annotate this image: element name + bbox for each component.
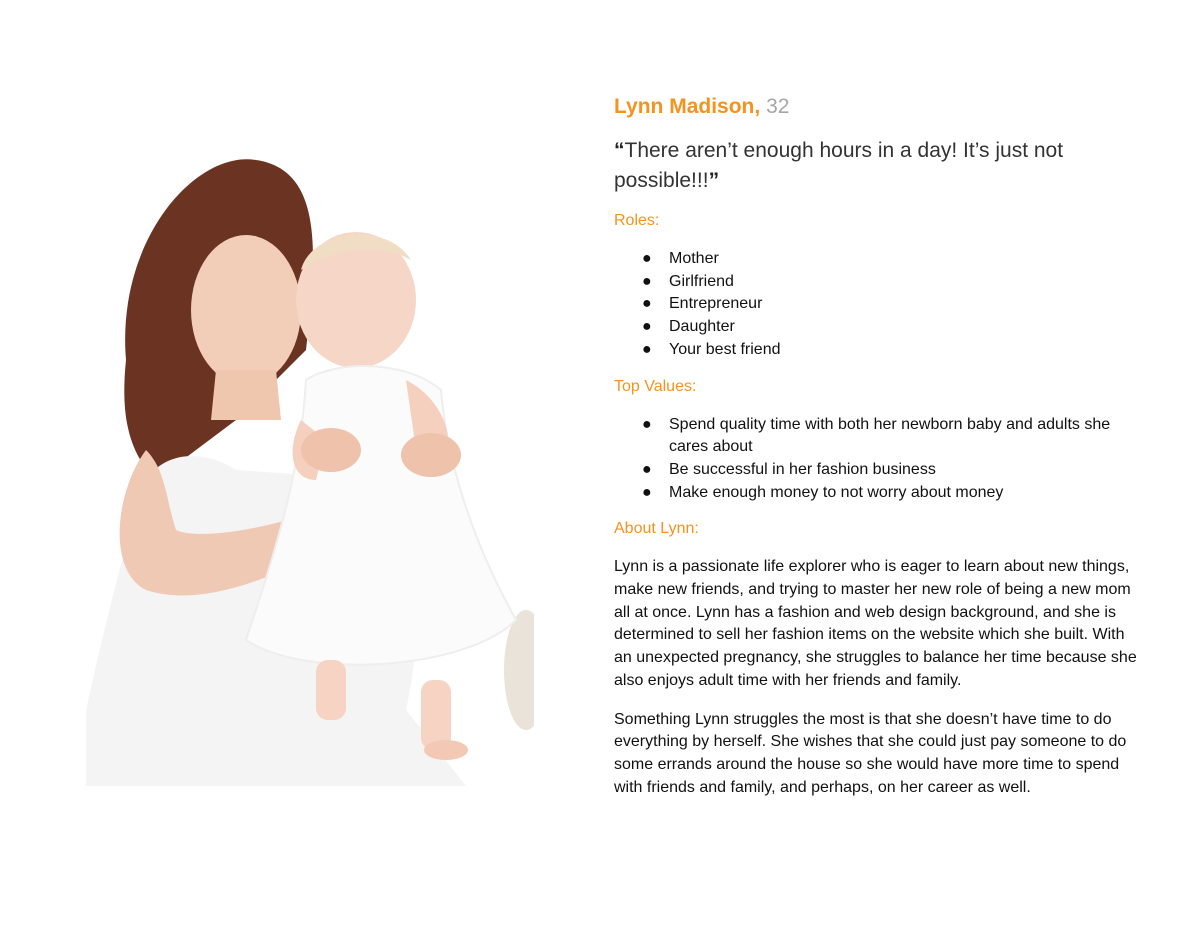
persona-details xyxy=(614,92,1144,799)
persona-heading xyxy=(614,92,1144,122)
list-item xyxy=(614,271,1144,294)
bullet-icon: ● xyxy=(642,318,652,336)
list-item xyxy=(614,248,1144,271)
role-label: Mother xyxy=(669,250,719,267)
about-paragraph: Lynn is a passionate life explorer who is eager to learn about new things, make new friends, and trying to master her new role of being a new mom all at once. Lynn has a fashion and web design background, and she is determined to sell her fashion items on the website which she built. With an unexpected pregnancy, she struggles to balance her time because she also enjoys adult time with her friends and family. xyxy=(614,558,1137,689)
bullet-icon: ● xyxy=(642,295,652,313)
persona-age: 32 xyxy=(760,95,790,118)
persona-photo xyxy=(86,150,534,786)
bullet-icon: ● xyxy=(642,415,652,433)
roles-title: Roles: xyxy=(614,212,660,229)
top-values-title: Top Values: xyxy=(614,377,697,395)
about-title: About Lynn: xyxy=(614,520,699,538)
mother-and-baby-image xyxy=(86,150,534,786)
about-paragraph: Something Lynn struggles the most is that she doesn’t have time to do everything by herself. She wishes that she could just pay someone to do some errands around the house so she would have more time to spend with friends and family, and perhaps, on her career as well. xyxy=(614,710,1127,796)
list-item xyxy=(614,414,1144,459)
persona-quote xyxy=(614,136,1144,196)
list-item xyxy=(614,316,1144,339)
list-item xyxy=(614,459,1144,482)
role-label: Girlfriend xyxy=(669,272,734,290)
role-label: Daughter xyxy=(669,318,735,336)
bullet-icon: ● xyxy=(642,272,652,290)
bullet-icon: ● xyxy=(642,340,652,358)
quote-close-mark: ” xyxy=(708,169,720,192)
value-label: Be successful in her fashion business xyxy=(669,460,936,478)
quote-text: There aren’t enough hours in a day! It’s just not possible!!! xyxy=(614,139,1064,192)
role-label: Entrepreneur xyxy=(669,295,763,313)
bullet-icon: ● xyxy=(642,250,652,267)
list-item xyxy=(614,482,1144,505)
top-values-list xyxy=(614,414,1144,505)
bullet-icon: ● xyxy=(642,460,652,478)
persona-name: Lynn Madison, xyxy=(614,95,761,118)
bullet-icon: ● xyxy=(642,483,652,501)
value-label: Make enough money to not worry about money xyxy=(669,483,1004,501)
value-label: Spend quality time with both her newborn baby and adults she cares about xyxy=(669,415,1111,456)
roles-list xyxy=(614,248,1144,362)
list-item xyxy=(614,339,1144,362)
quote-open-mark: “ xyxy=(614,139,625,162)
list-item xyxy=(614,293,1144,316)
role-label: Your best friend xyxy=(669,340,781,358)
